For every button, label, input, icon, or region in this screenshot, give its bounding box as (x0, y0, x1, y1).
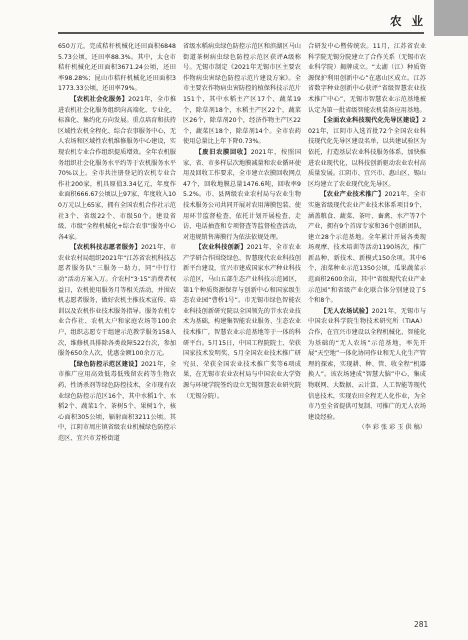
column-3 (308, 42, 426, 607)
paragraph-text: 省级水稻病虫绿色防控示范区和滨湖区马山街道茶树病虫绿色防控示范区获评A级称号。无锡市制定《2021年无锡市区主要农作物病虫害绿色防控示范片建设方案》。全市主要农作物病虫害防控的植保科技示范片151个，其中水稻主产区17个、蔬菜19个，除草剂18个，水稻主产区22个，蔬菜区26个，除草剂20个，经济作物主产区22个，蔬菜区18个，除草剂14个。全市农药使用总量比上年下降0.73%。 (183, 43, 301, 146)
paragraph-text: 2021年，全市推广应用高效低毒低残留农药等生物农药、性诱杀剂等绿色防控技术，全市现有农业绿色防控示范区16个，其中水稻1个、水稻2个、蔬菜1个、茶树5个、果树1个，核心面积305公顷，辐射面积3211公顷。其中，江阴市周庄镇省级农业机械绿色防控示范区、宜兴市芳桥街道 (58, 360, 176, 442)
paragraph (183, 148, 301, 243)
section-heading: 【农机社会化服务】 (70, 95, 129, 103)
section-heading: 【废旧农膜回收】 (195, 148, 251, 156)
header-rule (58, 32, 424, 34)
paragraph (183, 243, 301, 402)
section-heading: 【无人农场试验】 (320, 307, 372, 315)
paragraph (308, 116, 426, 190)
contributor-credit (308, 423, 426, 434)
section-heading: 【全面农业科技现代化先导区建设】 (320, 117, 423, 125)
header-thumb-tab (434, 0, 468, 36)
paragraph-text: 650万元，完成秸秆机械化还田面积68485.73公顷，还田率88.3%。其中，太仓市秸秆机械化还田面积3671.24公顷，还田率98.28%；昆山市秸秆机械化还田面积31773.33公顷，还田率79%。 (58, 43, 176, 93)
section-heading: 【农机科技志愿者服务】 (70, 244, 141, 252)
section-heading: 【农业产业技术推广】 (320, 191, 385, 199)
paragraph (58, 243, 176, 360)
paragraph (58, 360, 176, 445)
paragraph-text: 2021年，全市实施省级现代农业产业技术体系项目9个，涵盖粮食、蔬菜、茶叶、畜禽、水产等7个产业，拥有9个首席专家和36个创新团队，建立28个示范基地。全年累计开展各类现场观摩、技术培训等活动1190场次，推广新品种、新技术、新模式150余项。其中6个，油菜种业示范1350公顷，瓜果蔬菜示范面积2600余亩，其中“省级现代农业产业示范园”和省级产业化联合体分别建设了5个和8个。 (308, 191, 426, 305)
paragraph-text: 2021年，江阴市入选首批72个全国农业科技现代化先导区建设名单，以共建试验区为依托，打造基层农业科技服务体系，加快推进农业现代化，以科技创新驱动农业农村高质量发展。江阴市、宜兴市、惠山区、锡山区均建立了农业现代化先导区。 (308, 117, 426, 188)
paragraph (58, 95, 176, 243)
section-title: 农 业 (389, 14, 426, 28)
column-2 (183, 42, 301, 607)
paragraph-text: 2021年，市农业农村局组织2021年“江苏省农机科技志愿者服务队”三服务一助力，同“中行行动”活动方案入万。介农村“3·15”消费者权益日，农机使用服务月等相关活动，并围农机志愿者服务，做好农机主推技术宣传、培训以及农机作业技术服务指导。服务农机专业合作社、农机大户和家庭农场等100余户，组织志愿专干组建示范教学服务158人次，维修机具排除各类故障522台次，参加服务650余人次，优惠金额100余万元。 (58, 244, 176, 358)
paragraph (308, 307, 426, 424)
paragraph (58, 42, 176, 95)
paragraph-text: （李 彩 张 彩 玉 供 稿） (358, 424, 426, 432)
paragraph (308, 190, 426, 307)
paragraph-text: 2021年，按照国家、省、市多样层次地膜减量和农业循环使用及回收工作要求，全市建立农膜回收网点47个，回收地膜总量1476.6吨，回收率95.2%。市、县两级农业农村局与农业生物技术服务公司共同开展对农用薄膜包装、使用环节监督检查，依托计划开展检查、走访、电话抽查和专项督查等监督检查活动，对违规销售薄膜行为依法依规处理。 (183, 148, 301, 241)
paragraph-text: 合研发中心暨传统农。11月，江苏省农业科学院无锡分院建立了合作关系（无锡市农业科学院）揭牌成立。“太湖（江）种质资源保护利用创新中心”在惠山区成立。江苏省数字种业创新中心获评“省级智慧农业技术推广中心”，无锡市智慧农业示范基地被认定为第一批省级智能农机装备应用基地。 (308, 43, 426, 114)
column-1 (58, 42, 176, 607)
paragraph-text: 2021年，全市推进农机社会化服务组织向高端化、专业化、标准化、集约化方向发展。重点培育和扶持区域性农机全程化、综合农事服务中心，无人农场和区域性农机维修服务中心建设，实现农机专业合作组织提质增效。全年农机服务组织社会化服务水平约等于农机服务水平70%以上。全市共注册登记的农机专业合作社200家，机具原值3.34亿元，年度作业面积666.67公顷以上97家，年度收入100万元以上65家，拥有全国农机合作社示范社3个、省级22个、市级50个。建设省级、市级“全程机械化+综合农事”服务中心各4家。 (58, 95, 176, 241)
paragraph-text: 2021年，无锡市与中国农业科学院生物技术研究所（TIAA）合作，在宜兴市建设以全程机械化、智能化为基础的“无人农场”示范基地，率先开展“天空地”一体化协同作业和无人化生产管理的探索，实现耕、种、管、收全程“机器换人”。该农场建成“智慧大脑”中心，集成物联网、大数据、云计算、人工智能等现代信息技术，实现农田全程无人化作业，为全市乃至全省提供可复制、可推广的无人农场建设经验。 (308, 307, 426, 421)
paragraph (183, 42, 301, 148)
section-heading: 【农业科技创新】 (195, 244, 247, 252)
section-heading: 【绿色防控示范区建设】 (70, 360, 141, 368)
text-columns (58, 42, 426, 607)
paragraph (308, 42, 426, 116)
page-header (0, 0, 468, 36)
page-number: 281 (414, 620, 429, 629)
paragraph-text: 2021年，全市农业产学研合作围绕绿色、智慧现代农业科技创新平台建设，宜兴市建成国家水产种业科技示范区，马山五部生态产业科技示范园区，第1个种质资源保存与创新中心和国家级生态农业园“曹桥1号”。市无锡市绿色智能农业科技创新研究院以全国领先的节水农业技术为基础，构建集智能农业服务、生态农业技术推广，智慧农业示范基地等于一体的科研平台。5月15日，中国工程院院士、荣获国家技术发明奖、5月全国农业技术推广研究员、荣获全国农业技术推广奖等6项成果，在无锡市农业农村局与中国农业大学资源与环境学院签约设立无锡智慧农业研究院（无锡分院）。 (183, 244, 301, 400)
